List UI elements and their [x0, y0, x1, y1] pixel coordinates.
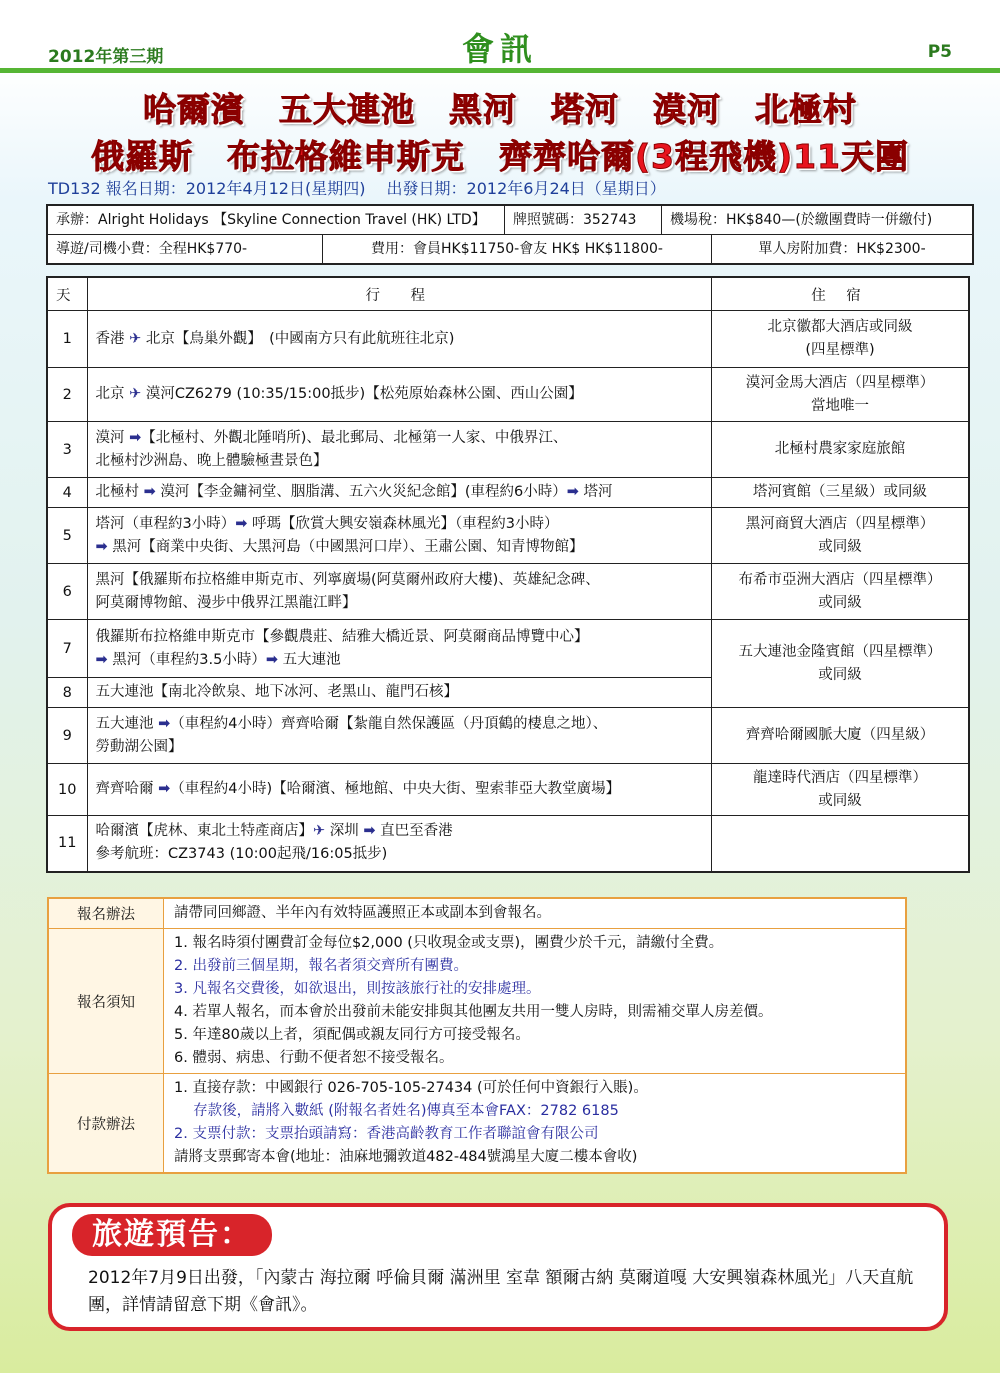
table-row	[47, 368, 969, 422]
accommodation-cell	[712, 564, 970, 620]
single-supplement: 單人房附加費：HK$2300-	[758, 241, 926, 257]
route-text: 黑河【俄羅斯布拉格維申斯克市、列寧廣場(阿莫爾州政府大樓)、英雄紀念碑、	[95, 571, 600, 588]
travel-notice-box	[48, 1203, 948, 1331]
route-text: 五大連池【南北冷飲泉、地下冰河、老黑山、龍門石核】	[95, 684, 458, 700]
payment-row	[48, 1074, 906, 1174]
registration-table	[47, 897, 907, 1174]
route-cell	[87, 708, 712, 764]
accommodation-cell	[712, 708, 970, 764]
hotel-name: 漠河金馬大酒店（四星標準）	[745, 374, 935, 391]
travel-notice-label: 旅遊預告：	[72, 1214, 272, 1256]
route-header: 行 程	[87, 277, 712, 311]
itinerary-table	[46, 276, 970, 873]
airplane-icon: ✈	[129, 386, 142, 402]
note-text: 5. 年達80歲以上者，須配偶或親友同行方可接受報名。	[174, 1027, 530, 1043]
day-number: 1	[47, 311, 87, 368]
route-cell	[87, 678, 712, 708]
info-row-2	[48, 235, 972, 263]
header-divider	[0, 68, 1000, 73]
day-number: 6	[47, 564, 87, 620]
hotel-note: 當地唯一	[811, 397, 869, 414]
accommodation-cell	[712, 478, 970, 508]
route-text: 俄羅斯布拉格維申斯克市【參觀農莊、結雅大橋近景、阿莫爾商品博覽中心】	[95, 628, 589, 645]
hotel-note: 或同級	[818, 792, 862, 809]
registration-notes-cell	[164, 929, 907, 1074]
hotel-note: (四星標準)	[805, 342, 875, 358]
route-cell	[87, 564, 712, 620]
hotel-name: 布希市亞洲大酒店（四星標準）	[738, 571, 942, 588]
hotel-note: 或同級	[818, 538, 862, 555]
note-item	[174, 955, 895, 978]
payment-cell	[164, 1074, 907, 1174]
hotel-name: 塔河賓館（三星級）或同級	[753, 484, 927, 500]
note-item	[174, 932, 895, 955]
table-row	[47, 620, 969, 678]
day-number: 10	[47, 764, 87, 816]
arrow-right-icon: ➡	[363, 823, 376, 840]
accommodation-cell	[712, 816, 970, 872]
arrow-right-icon: ➡	[158, 715, 171, 732]
route-cell	[87, 422, 712, 478]
organizer: 承辦：Alright Holidays 【Skyline Connection Travel (HK) LTD】	[48, 206, 505, 234]
payment-item: 存款後，請將入數紙 (附報名者姓名)傳真至本會FAX：2782 6185	[174, 1103, 619, 1119]
payment-item: 1. 直接存款：中國銀行 026-705-105-27434 (可於任何中資銀行入賬)。	[174, 1080, 648, 1096]
arrow-right-icon: ➡	[158, 781, 171, 797]
arrow-right-icon: ➡	[129, 429, 142, 446]
route-cell	[87, 368, 712, 422]
info-row-1	[48, 206, 972, 235]
hotel-name: 北極村農家家庭旅館	[774, 441, 906, 457]
payment-item: 2. 支票付款：支票抬頭請寫：香港高齡教育工作者聯誼會有限公司	[174, 1126, 599, 1142]
day-header: 天	[47, 277, 87, 311]
route-text-2: 勞動湖公園】	[95, 738, 183, 755]
table-row	[47, 564, 969, 620]
tour-info-box	[46, 204, 974, 265]
license-number: 牌照號碼：352743	[505, 206, 662, 234]
guide-tips: 導遊/司機小費：全程HK$770-	[48, 235, 323, 263]
route-cell	[87, 620, 712, 678]
itinerary-header-row	[47, 277, 969, 311]
day-number: 9	[47, 708, 87, 764]
hotel-name: 黑河商貿大酒店（四星標準）	[745, 515, 935, 532]
hotel-note: 或同級	[818, 594, 862, 611]
hotel-note: 或同級	[818, 666, 862, 683]
tour-dates: TD132 報名日期：2012年4月12日(星期四) 出發日期：2012年6月24日（星期日）	[48, 179, 666, 198]
tour-fee: 費用：會員HK$11750-會友 HK$ HK$11800-	[323, 235, 712, 263]
accommodation-cell	[712, 508, 970, 564]
accommodation-cell	[712, 422, 970, 478]
day-number: 11	[47, 816, 87, 872]
note-text: 3. 凡報名交費後，如欲退出，則按該旅行社的安排處理。	[174, 981, 541, 997]
airplane-icon: ✈	[129, 330, 142, 347]
hotel-name: 齊齊哈爾國脈大廈（四星級）	[745, 727, 935, 743]
tour-title-line1: 哈爾濱 五大連池 黑河 塔河 漠河 北極村	[143, 90, 857, 129]
registration-method-text: 請帶同回鄉證、半年內有效特區護照正本或副本到會報名。	[164, 898, 907, 929]
accommodation-cell	[712, 368, 970, 422]
route-text-2: 阿莫爾博物館、漫步中俄界江黑龍江畔】	[95, 594, 357, 611]
route-cell	[87, 478, 712, 508]
table-row	[47, 478, 969, 508]
newsletter-title: 會訊	[461, 30, 538, 68]
accommodation-cell	[712, 620, 970, 708]
route-text: 齊齊哈爾 ➡（車程約4小時)【哈爾濱、極地館、中央大街、聖索菲亞大教堂廣場】	[95, 781, 621, 797]
payment-label: 付款辦法	[48, 1074, 164, 1174]
day-number: 5	[47, 508, 87, 564]
arrow-right-icon: ➡	[143, 484, 156, 500]
table-row	[47, 816, 969, 872]
table-row	[47, 708, 969, 764]
registration-notes-row	[48, 929, 906, 1074]
payment-item: 請將支票郵寄本會(地址：油麻地彌敦道482-484號鴻星大廈二樓本會收)	[174, 1149, 638, 1165]
arrow-right-icon: ➡	[95, 538, 108, 555]
arrow-right-icon: ➡	[95, 651, 108, 668]
route-text-2: 參考航班：CZ3743 (10:00起飛/16:05抵步)	[95, 846, 388, 863]
hotel-name: 龍達時代酒店（四星標準）	[753, 769, 927, 786]
route-cell	[87, 311, 712, 368]
travel-notice-text: 2012年7月9日出發，「內蒙古 海拉爾 呼倫貝爾 滿洲里 室韋 額爾古納 莫爾道嘎 大安興嶺森林風光」八天直航團，詳情請留意下期《會訊》。	[88, 1268, 914, 1315]
accommodation-cell	[712, 764, 970, 816]
issue-label: 2012年第三期	[48, 47, 164, 67]
day-number: 8	[47, 678, 87, 708]
note-text: 1. 報名時須付團費訂金每位$2,000 (只收現金或支票)，團費少於千元，請繳付全費。	[174, 935, 724, 951]
day-number: 3	[47, 422, 87, 478]
route-cell	[87, 764, 712, 816]
table-row	[47, 508, 969, 564]
accommodation-header: 住 宿	[712, 277, 970, 311]
note-item	[174, 1024, 895, 1047]
route-cell	[87, 508, 712, 564]
registration-method-row	[48, 898, 906, 929]
registration-method-label: 報名辦法	[48, 898, 164, 929]
note-item	[174, 1001, 895, 1024]
hotel-name: 五大連池金隆賓館（四星標準）	[738, 643, 942, 660]
page-number: P5	[927, 42, 952, 62]
route-text: 香港 ✈ 北京【鳥巢外觀】 (中國南方只有此航班往北京)	[95, 330, 455, 347]
route-text: 漠河 ➡【北極村、外觀北陲哨所)、最北郵局、北極第一人家、中俄界江、	[95, 429, 568, 446]
route-text-2: 北極村沙洲島、晚上體驗極晝景色】	[95, 452, 328, 469]
arrow-right-icon: ➡	[265, 651, 278, 668]
day-number: 4	[47, 478, 87, 508]
note-item	[174, 1047, 895, 1070]
registration-notes-label: 報名須知	[48, 929, 164, 1074]
route-text: 哈爾濱【虎林、東北土特產商店】✈ 深圳 ➡ 直巴至香港	[95, 823, 453, 840]
tour-title-line2: 俄羅斯 布拉格維申斯克 齊齊哈爾(3程飛機)11天團	[90, 137, 910, 176]
page-header	[0, 0, 1000, 70]
note-text: 6. 體弱、病患、行動不便者恕不接受報名。	[174, 1050, 454, 1066]
route-text-2: ➡ 黑河（車程約3.5小時）➡ 五大連池	[95, 651, 341, 668]
route-text: 北極村 ➡ 漠河【李金鏞祠堂、胭脂溝、五六火災紀念館】(車程約6小時）➡ 塔河	[95, 484, 613, 500]
arrow-right-icon: ➡	[566, 484, 579, 500]
day-number: 7	[47, 620, 87, 678]
table-row	[47, 422, 969, 478]
hotel-name: 北京徽都大酒店或同級	[767, 319, 913, 335]
accommodation-cell	[712, 311, 970, 368]
day-number: 2	[47, 368, 87, 422]
note-text: 4. 若單人報名，而本會於出發前未能安排與其他團友共用一雙人房時，則需補交單人房差價。	[174, 1004, 773, 1020]
table-row	[47, 764, 969, 816]
note-text: 2. 出發前三個星期，報名者須交齊所有團費。	[174, 958, 468, 974]
airplane-icon: ✈	[313, 823, 326, 840]
route-text: 塔河（車程約3小時）➡ 呼瑪【欣賞大興安嶺森林風光】（車程約3小時）	[95, 515, 559, 532]
table-row	[47, 311, 969, 368]
route-text-2: ➡ 黑河【商業中央街、大黑河島（中國黑河口岸）、王肅公園、知青博物館】	[95, 538, 584, 555]
arrow-right-icon: ➡	[235, 515, 248, 532]
route-text: 五大連池 ➡（車程約4小時）齊齊哈爾【紮龍自然保護區（丹頂鶴的棲息之地）、	[95, 715, 608, 732]
route-text: 北京 ✈ 漠河CZ6279 (10:35/15:00抵步)【松苑原始森林公園、西山公園】	[95, 386, 583, 402]
route-cell	[87, 816, 712, 872]
note-item	[174, 978, 895, 1001]
airport-tax: 機場稅：HK$840—(於繳團費時一併繳付)	[670, 212, 933, 228]
